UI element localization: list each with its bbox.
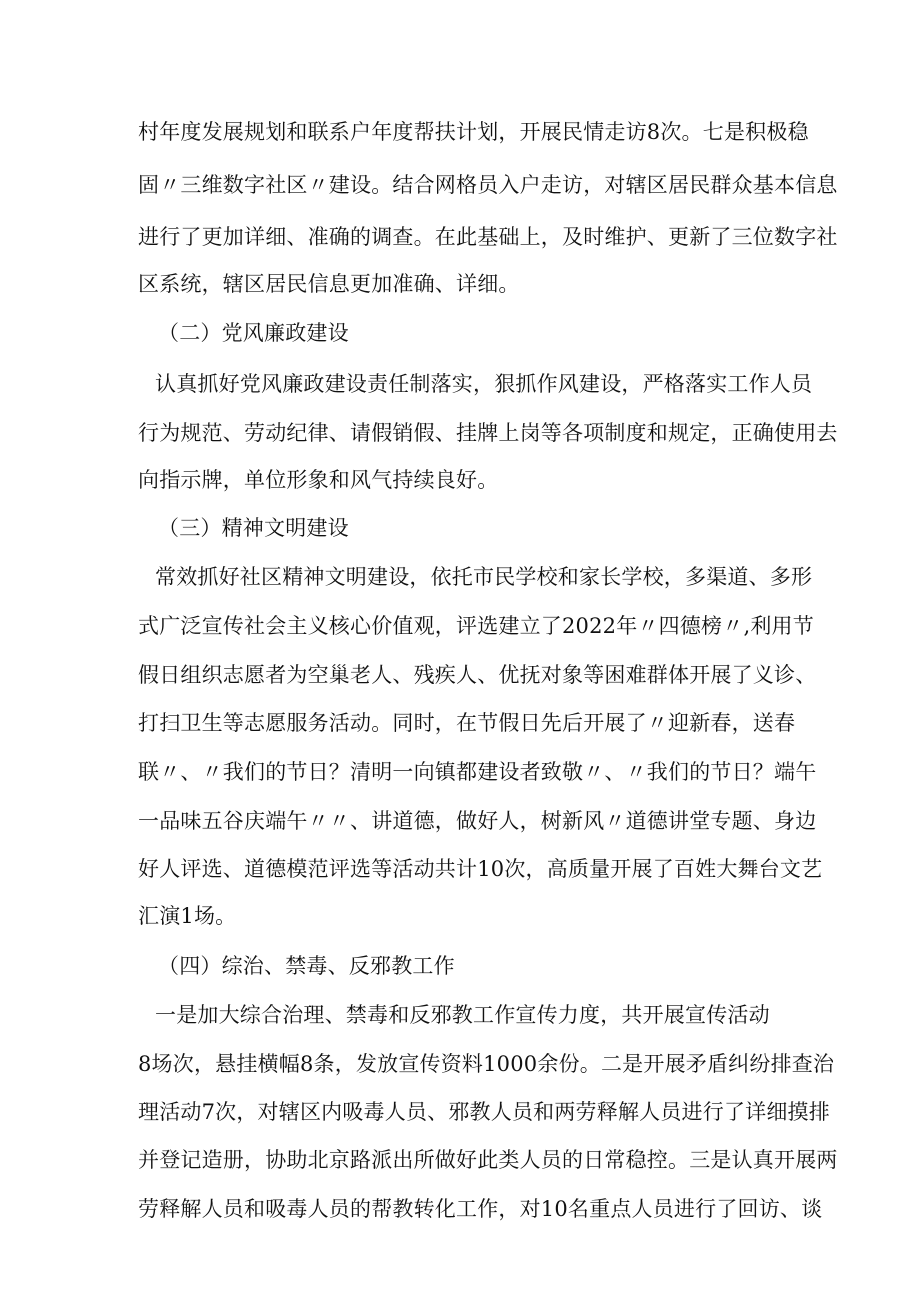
text-line: 一品味五谷庆端午〃〃、讲道德，做好人，树新风〃道德讲堂专题、身边 (138, 809, 817, 833)
text-line: 劳释解人员和吸毒人员的帮教转化工作，对10名重点人员进行了回访、谈 (138, 1197, 823, 1221)
section-heading: （三）精神文明建设 (158, 516, 349, 540)
section-heading: （二）党风廉政建设 (158, 321, 349, 345)
text-line: 行为规范、劳动纪律、请假销假、挂牌上岗等各项制度和规定，正确使用去 (138, 421, 838, 445)
text-line: 固〃三维数字社区〃建设。结合网格员入户走访，对辖区居民群众基本信息 (138, 173, 838, 197)
text-line: 联〃、〃我们的节日？清明一向镇都建设者致敬〃、〃我们的节日？端午 (138, 760, 817, 784)
text-line: 8场次，悬挂横幅8条，发放宣传资料1000余份。二是开展矛盾纠纷排查治 (138, 1052, 835, 1076)
section-heading: （四）综治、禁毒、反邪教工作 (158, 954, 455, 978)
text-line: 认真抓好党风廉政建设责任制落实，狠抓作风建设，严格落实工作人员 (155, 372, 813, 396)
text-line: 好人评选、道德模范评选等活动共计10次，高质量开展了百姓大舞台文艺 (138, 857, 823, 881)
text-line: 打扫卫生等志愿服务活动。同时，在节假日先后开展了〃迎新春，送春 (138, 711, 796, 735)
text-line: 区系统，辖区居民信息更加准确、详细。 (138, 272, 520, 296)
text-line: 式广泛宣传社会主义核心价值观，评选建立了2022年〃四德榜〃,利用节 (138, 614, 814, 638)
text-line: 进行了更加详细、准确的调查。在此基础上，及时维护、更新了三位数字社 (138, 225, 838, 249)
text-line: 向指示牌，单位形象和风气持续良好。 (138, 468, 499, 492)
text-line: 村年度发展规划和联系户年度帮扶计划，开展民情走访8次。七是积极稳 (138, 120, 809, 144)
text-line: 汇演1场。 (138, 904, 237, 928)
text-line: 并登记造册，协助北京路派出所做好此类人员的日常稳控。三是认真开展两 (138, 1148, 838, 1172)
text-line: 假日组织志愿者为空巢老人、残疾人、优抚对象等困难群体开展了义诊、 (138, 663, 817, 687)
text-line: 常效抓好社区精神文明建设，依托市民学校和家长学校，多渠道、多形 (155, 565, 813, 589)
text-line: 理活动7次，对辖区内吸毒人员、邪教人员和两劳释解人员进行了详细摸排 (138, 1100, 830, 1124)
text-line: 一是加大综合治理、禁毒和反邪教工作宣传力度，共开展宣传活动 (155, 1003, 770, 1027)
